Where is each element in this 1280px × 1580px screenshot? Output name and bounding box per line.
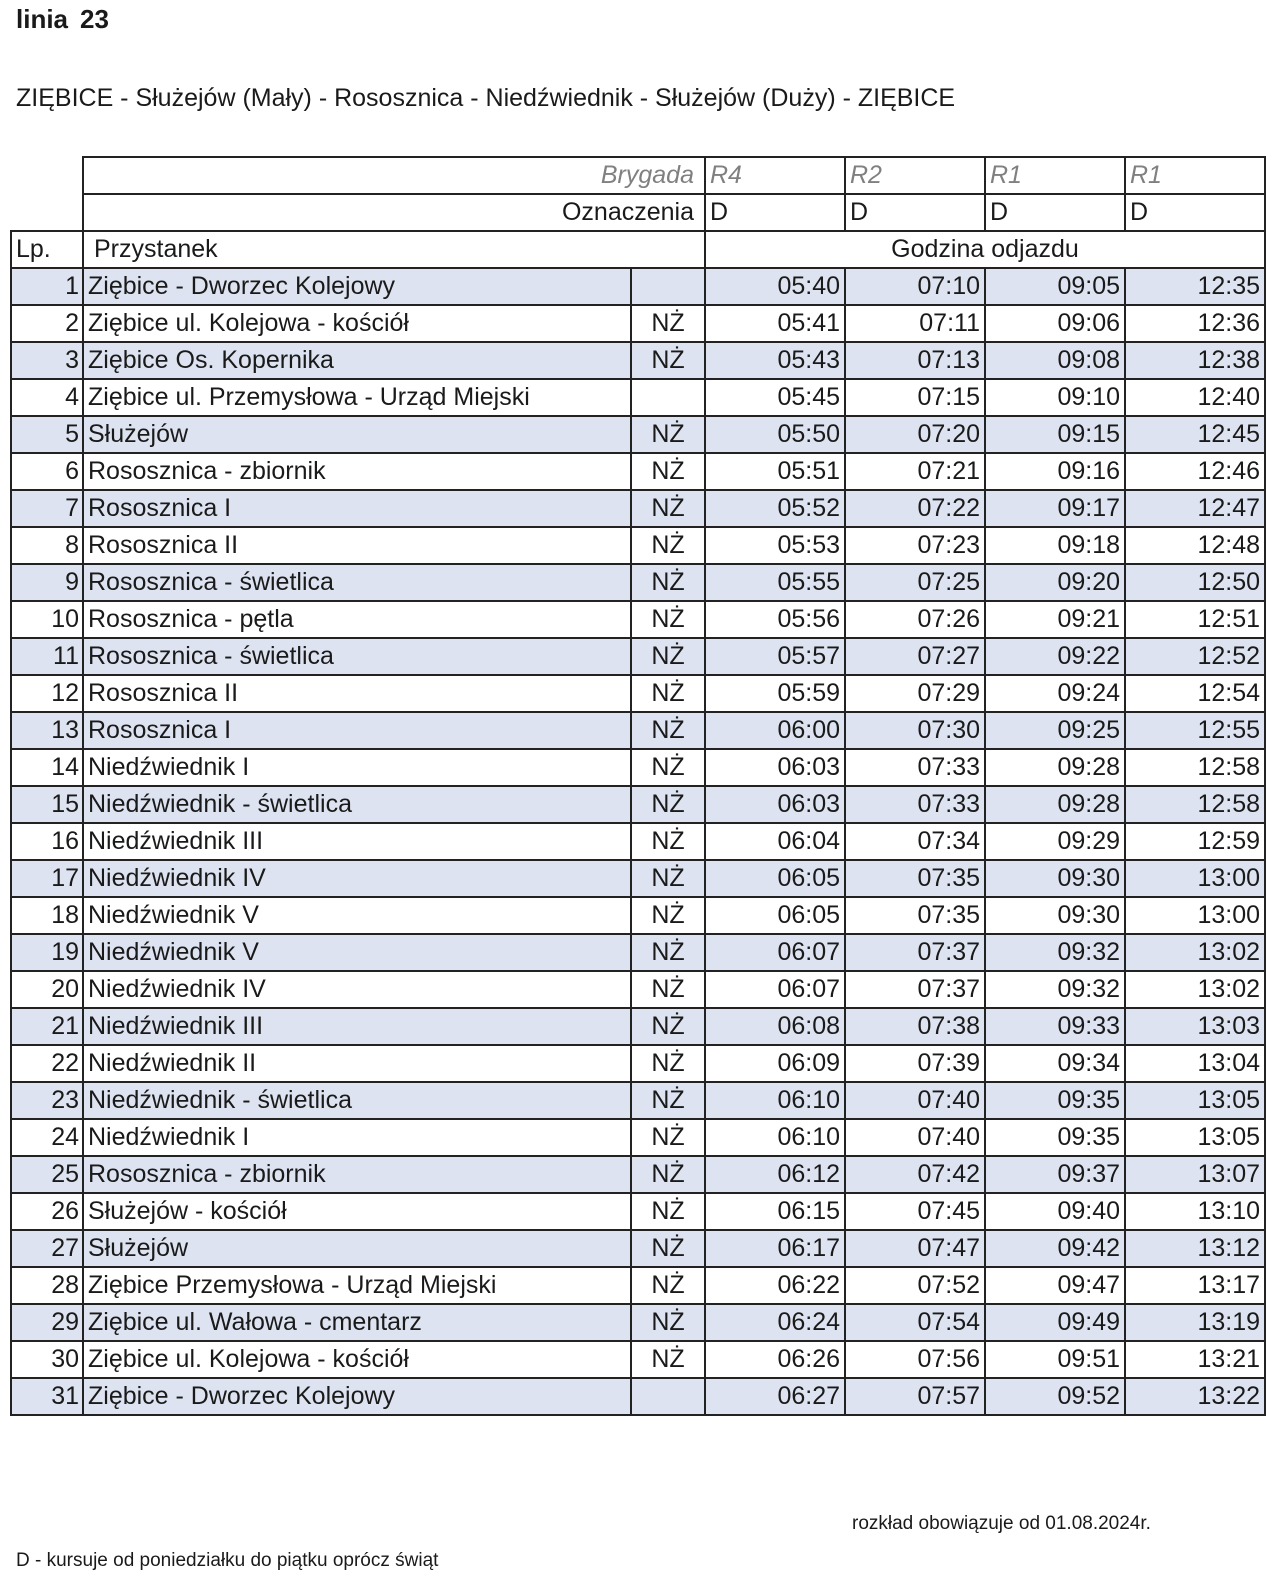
departure-time: 07:40: [845, 1082, 985, 1119]
departure-time: 09:52: [985, 1378, 1125, 1415]
departure-time: 09:29: [985, 823, 1125, 860]
departure-time: 12:51: [1125, 601, 1265, 638]
departure-time: 07:21: [845, 453, 985, 490]
departure-time: 07:26: [845, 601, 985, 638]
departure-time: 09:22: [985, 638, 1125, 675]
row-number: 31: [11, 1378, 83, 1415]
departure-time: 07:42: [845, 1156, 985, 1193]
row-number: 7: [11, 490, 83, 527]
stop-symbol: NŻ: [631, 1156, 705, 1193]
departure-time: 12:52: [1125, 638, 1265, 675]
departure-time: 13:10: [1125, 1193, 1265, 1230]
row-number: 5: [11, 416, 83, 453]
row-number: 19: [11, 934, 83, 971]
stop-header: Przystanek: [83, 231, 705, 268]
stop-name: Służejów - kościół: [83, 1193, 631, 1230]
designation-cell: D: [1125, 194, 1265, 231]
departure-time: 09:20: [985, 564, 1125, 601]
row-number: 17: [11, 860, 83, 897]
departure-time: 06:08: [705, 1008, 845, 1045]
brigade-row: [11, 157, 1265, 194]
table-row: [11, 416, 1265, 453]
table-row: [11, 749, 1265, 786]
departure-time: 12:55: [1125, 712, 1265, 749]
departure-time: 05:41: [705, 305, 845, 342]
stop-name: Rososznica - pętla: [83, 601, 631, 638]
stop-symbol: NŻ: [631, 1193, 705, 1230]
departure-time: 07:20: [845, 416, 985, 453]
departure-time: 07:23: [845, 527, 985, 564]
table-row: [11, 1156, 1265, 1193]
departure-time: 07:52: [845, 1267, 985, 1304]
row-number: 13: [11, 712, 83, 749]
departure-time: 09:33: [985, 1008, 1125, 1045]
row-number: 18: [11, 897, 83, 934]
stop-symbol: NŻ: [631, 934, 705, 971]
table-row: [11, 1082, 1265, 1119]
table-row: [11, 1378, 1265, 1415]
stop-symbol: NŻ: [631, 564, 705, 601]
designation-label: Oznaczenia: [83, 194, 705, 231]
departure-time: 05:56: [705, 601, 845, 638]
stop-name: Niedźwiednik III: [83, 823, 631, 860]
departure-time: 07:35: [845, 897, 985, 934]
stop-symbol: NŻ: [631, 1230, 705, 1267]
departure-time: 13:00: [1125, 860, 1265, 897]
departure-time: 09:32: [985, 934, 1125, 971]
departure-time: 07:38: [845, 1008, 985, 1045]
stop-name: Rososznica - świetlica: [83, 638, 631, 675]
departure-time: 06:05: [705, 897, 845, 934]
table-row: [11, 305, 1265, 342]
table-row: [11, 453, 1265, 490]
column-header-row: [11, 231, 1265, 268]
departure-time: 07:30: [845, 712, 985, 749]
departure-time: 13:02: [1125, 971, 1265, 1008]
departure-time: 12:50: [1125, 564, 1265, 601]
stop-symbol: NŻ: [631, 1341, 705, 1378]
table-row: [11, 1119, 1265, 1156]
departure-time: 05:53: [705, 527, 845, 564]
line-label: linia: [16, 4, 69, 34]
row-number: 28: [11, 1267, 83, 1304]
stop-name: Niedźwiednik V: [83, 897, 631, 934]
table-row: [11, 1267, 1265, 1304]
stop-name: Niedźwiednik - świetlica: [83, 1082, 631, 1119]
brigade-cell: R4: [705, 157, 845, 194]
departure-time: 12:48: [1125, 527, 1265, 564]
stop-symbol: [631, 379, 705, 416]
departure-time: 12:36: [1125, 305, 1265, 342]
stop-name: Niedźwiednik I: [83, 1119, 631, 1156]
table-row: [11, 268, 1265, 305]
stop-name: Niedźwiednik IV: [83, 971, 631, 1008]
departure-time: 06:27: [705, 1378, 845, 1415]
table-row: [11, 1193, 1265, 1230]
departure-time: 12:40: [1125, 379, 1265, 416]
departure-time: 07:35: [845, 860, 985, 897]
departure-time: 13:00: [1125, 897, 1265, 934]
departure-time: 09:08: [985, 342, 1125, 379]
table-row: [11, 675, 1265, 712]
stop-symbol: NŻ: [631, 638, 705, 675]
table-row: [11, 1304, 1265, 1341]
departure-time: 09:51: [985, 1341, 1125, 1378]
departure-time: 09:24: [985, 675, 1125, 712]
stop-symbol: [631, 268, 705, 305]
stop-symbol: NŻ: [631, 1045, 705, 1082]
departure-time: 07:29: [845, 675, 985, 712]
stop-name: Służejów: [83, 416, 631, 453]
row-number: 30: [11, 1341, 83, 1378]
row-number: 2: [11, 305, 83, 342]
row-number: 16: [11, 823, 83, 860]
stop-symbol: NŻ: [631, 749, 705, 786]
departure-time: 07:33: [845, 786, 985, 823]
stop-symbol: NŻ: [631, 712, 705, 749]
departure-time: 06:09: [705, 1045, 845, 1082]
departure-time: 13:05: [1125, 1082, 1265, 1119]
departure-time: 12:46: [1125, 453, 1265, 490]
table-row: [11, 934, 1265, 971]
stop-symbol: NŻ: [631, 490, 705, 527]
stop-name: Niedźwiednik - świetlica: [83, 786, 631, 823]
row-number: 8: [11, 527, 83, 564]
departure-time: 05:40: [705, 268, 845, 305]
departure-time: 09:05: [985, 268, 1125, 305]
departure-time: 13:02: [1125, 934, 1265, 971]
row-number: 6: [11, 453, 83, 490]
departure-time: 09:32: [985, 971, 1125, 1008]
departure-time: 09:10: [985, 379, 1125, 416]
stop-symbol: NŻ: [631, 823, 705, 860]
route-description: ZIĘBICE - Służejów (Mały) - Rososznica - Niedźwiednik - Służejów (Duży) - ZIĘBICE: [16, 84, 956, 112]
departure-time: 12:35: [1125, 268, 1265, 305]
stop-symbol: NŻ: [631, 416, 705, 453]
table-row: [11, 971, 1265, 1008]
stop-symbol: NŻ: [631, 1267, 705, 1304]
table-row: [11, 527, 1265, 564]
row-number: 29: [11, 1304, 83, 1341]
departure-time: 09:34: [985, 1045, 1125, 1082]
row-number: 22: [11, 1045, 83, 1082]
stop-name: Niedźwiednik IV: [83, 860, 631, 897]
departure-time: 12:59: [1125, 823, 1265, 860]
stop-symbol: NŻ: [631, 860, 705, 897]
stop-symbol: NŻ: [631, 1304, 705, 1341]
departure-time: 13:05: [1125, 1119, 1265, 1156]
table-row: [11, 601, 1265, 638]
legend-note: D - kursuje od poniedziałku do piątku oprócz świąt: [16, 1550, 439, 1571]
row-number: 10: [11, 601, 83, 638]
table-row: [11, 786, 1265, 823]
stop-symbol: NŻ: [631, 342, 705, 379]
departure-time: 06:22: [705, 1267, 845, 1304]
stop-name: Ziębice - Dworzec Kolejowy: [83, 268, 631, 305]
stop-name: Rososznica - świetlica: [83, 564, 631, 601]
departure-time: 07:40: [845, 1119, 985, 1156]
departure-time: 07:34: [845, 823, 985, 860]
table-row: [11, 1008, 1265, 1045]
departure-time: 12:45: [1125, 416, 1265, 453]
departure-time: 09:15: [985, 416, 1125, 453]
departure-header: Godzina odjazdu: [705, 231, 1265, 268]
departure-time: 12:54: [1125, 675, 1265, 712]
departure-time: 05:43: [705, 342, 845, 379]
departure-time: 09:37: [985, 1156, 1125, 1193]
stop-name: Niedźwiednik I: [83, 749, 631, 786]
departure-time: 06:07: [705, 971, 845, 1008]
departure-time: 06:24: [705, 1304, 845, 1341]
departure-time: 07:33: [845, 749, 985, 786]
departure-time: 09:06: [985, 305, 1125, 342]
row-number: 11: [11, 638, 83, 675]
table-row: [11, 490, 1265, 527]
stop-symbol: NŻ: [631, 1008, 705, 1045]
departure-time: 06:15: [705, 1193, 845, 1230]
stop-name: Rososznica II: [83, 675, 631, 712]
departure-time: 06:05: [705, 860, 845, 897]
line-number: 23: [80, 4, 109, 34]
table-row: [11, 823, 1265, 860]
departure-time: 13:03: [1125, 1008, 1265, 1045]
departure-time: 06:03: [705, 749, 845, 786]
departure-time: 05:57: [705, 638, 845, 675]
departure-time: 09:40: [985, 1193, 1125, 1230]
stop-name: Ziębice - Dworzec Kolejowy: [83, 1378, 631, 1415]
departure-time: 13:07: [1125, 1156, 1265, 1193]
departure-time: 09:17: [985, 490, 1125, 527]
stop-name: Niedźwiednik II: [83, 1045, 631, 1082]
table-row: [11, 1045, 1265, 1082]
stop-symbol: [631, 1378, 705, 1415]
row-number: 21: [11, 1008, 83, 1045]
departure-time: 06:26: [705, 1341, 845, 1378]
departure-time: 13:17: [1125, 1267, 1265, 1304]
departure-time: 06:03: [705, 786, 845, 823]
stop-name: Niedźwiednik V: [83, 934, 631, 971]
departure-time: 09:35: [985, 1082, 1125, 1119]
table-row: [11, 1341, 1265, 1378]
departure-time: 13:19: [1125, 1304, 1265, 1341]
stop-symbol: NŻ: [631, 601, 705, 638]
stop-name: Ziębice Os. Kopernika: [83, 342, 631, 379]
stop-symbol: NŻ: [631, 897, 705, 934]
row-number: 9: [11, 564, 83, 601]
departure-time: 09:21: [985, 601, 1125, 638]
table-row: [11, 342, 1265, 379]
stop-symbol: NŻ: [631, 527, 705, 564]
row-number: 4: [11, 379, 83, 416]
stop-name: Ziębice ul. Wałowa - cmentarz: [83, 1304, 631, 1341]
departure-time: 05:59: [705, 675, 845, 712]
row-number: 14: [11, 749, 83, 786]
departure-time: 06:07: [705, 934, 845, 971]
table-row: [11, 897, 1265, 934]
stop-name: Ziębice ul. Przemysłowa - Urząd Miejski: [83, 379, 631, 416]
row-number: 26: [11, 1193, 83, 1230]
table-row: [11, 1230, 1265, 1267]
row-number: 15: [11, 786, 83, 823]
departure-time: 12:38: [1125, 342, 1265, 379]
table-row: [11, 564, 1265, 601]
departure-time: 09:49: [985, 1304, 1125, 1341]
departure-time: 09:28: [985, 749, 1125, 786]
departure-time: 12:47: [1125, 490, 1265, 527]
departure-time: 09:42: [985, 1230, 1125, 1267]
departure-time: 13:22: [1125, 1378, 1265, 1415]
departure-time: 07:25: [845, 564, 985, 601]
departure-time: 09:30: [985, 860, 1125, 897]
row-number: 20: [11, 971, 83, 1008]
stop-name: Rososznica - zbiornik: [83, 1156, 631, 1193]
departure-time: 09:16: [985, 453, 1125, 490]
departure-time: 07:11: [845, 305, 985, 342]
lp-header: Lp.: [11, 231, 83, 268]
line-title: [16, 4, 109, 35]
departure-time: 06:10: [705, 1119, 845, 1156]
row-number: 24: [11, 1119, 83, 1156]
departure-time: 13:21: [1125, 1341, 1265, 1378]
departure-time: 09:35: [985, 1119, 1125, 1156]
row-number: 1: [11, 268, 83, 305]
stop-name: Niedźwiednik III: [83, 1008, 631, 1045]
departure-time: 07:47: [845, 1230, 985, 1267]
departure-time: 12:58: [1125, 786, 1265, 823]
table-row: [11, 860, 1265, 897]
departure-time: 13:04: [1125, 1045, 1265, 1082]
stop-name: Rososznica I: [83, 712, 631, 749]
stop-symbol: NŻ: [631, 675, 705, 712]
timetable: [10, 156, 1266, 1416]
table-row: [11, 379, 1265, 416]
stop-name: Rososznica I: [83, 490, 631, 527]
stop-name: Ziębice Przemysłowa - Urząd Miejski: [83, 1267, 631, 1304]
stop-name: Ziębice ul. Kolejowa - kościół: [83, 305, 631, 342]
departure-time: 05:45: [705, 379, 845, 416]
designation-cell: D: [845, 194, 985, 231]
departure-time: 07:15: [845, 379, 985, 416]
table-row: [11, 638, 1265, 675]
row-number: 25: [11, 1156, 83, 1193]
departure-time: 09:47: [985, 1267, 1125, 1304]
departure-time: 07:22: [845, 490, 985, 527]
departure-time: 09:28: [985, 786, 1125, 823]
stop-name: Rososznica II: [83, 527, 631, 564]
departure-time: 13:12: [1125, 1230, 1265, 1267]
designation-cell: D: [705, 194, 845, 231]
departure-time: 06:00: [705, 712, 845, 749]
departure-time: 05:51: [705, 453, 845, 490]
designation-cell: D: [985, 194, 1125, 231]
departure-time: 07:37: [845, 934, 985, 971]
departure-time: 05:55: [705, 564, 845, 601]
header-blank: [11, 194, 83, 231]
departure-time: 06:12: [705, 1156, 845, 1193]
row-number: 27: [11, 1230, 83, 1267]
header-blank: [11, 157, 83, 194]
brigade-cell: R2: [845, 157, 985, 194]
stop-symbol: NŻ: [631, 453, 705, 490]
departure-time: 07:27: [845, 638, 985, 675]
stop-symbol: NŻ: [631, 786, 705, 823]
departure-time: 12:58: [1125, 749, 1265, 786]
stop-symbol: NŻ: [631, 305, 705, 342]
departure-time: 07:45: [845, 1193, 985, 1230]
departure-time: 07:39: [845, 1045, 985, 1082]
departure-time: 06:10: [705, 1082, 845, 1119]
designation-row: [11, 194, 1265, 231]
departure-time: 07:56: [845, 1341, 985, 1378]
departure-time: 07:54: [845, 1304, 985, 1341]
brigade-cell: R1: [1125, 157, 1265, 194]
brigade-label: Brygada: [83, 157, 705, 194]
stop-symbol: NŻ: [631, 1119, 705, 1156]
brigade-cell: R1: [985, 157, 1125, 194]
stop-name: Służejów: [83, 1230, 631, 1267]
stop-name: Rososznica - zbiornik: [83, 453, 631, 490]
stop-symbol: NŻ: [631, 1082, 705, 1119]
stop-name: Ziębice ul. Kolejowa - kościół: [83, 1341, 631, 1378]
departure-time: 07:57: [845, 1378, 985, 1415]
row-number: 23: [11, 1082, 83, 1119]
departure-time: 09:18: [985, 527, 1125, 564]
departure-time: 09:30: [985, 897, 1125, 934]
validity-note: rozkład obowiązuje od 01.08.2024r.: [852, 1513, 1151, 1534]
departure-time: 05:52: [705, 490, 845, 527]
row-number: 12: [11, 675, 83, 712]
departure-time: 07:10: [845, 268, 985, 305]
row-number: 3: [11, 342, 83, 379]
departure-time: 06:17: [705, 1230, 845, 1267]
stop-symbol: NŻ: [631, 971, 705, 1008]
departure-time: 06:04: [705, 823, 845, 860]
table-row: [11, 712, 1265, 749]
departure-time: 07:13: [845, 342, 985, 379]
departure-time: 07:37: [845, 971, 985, 1008]
departure-time: 09:25: [985, 712, 1125, 749]
departure-time: 05:50: [705, 416, 845, 453]
